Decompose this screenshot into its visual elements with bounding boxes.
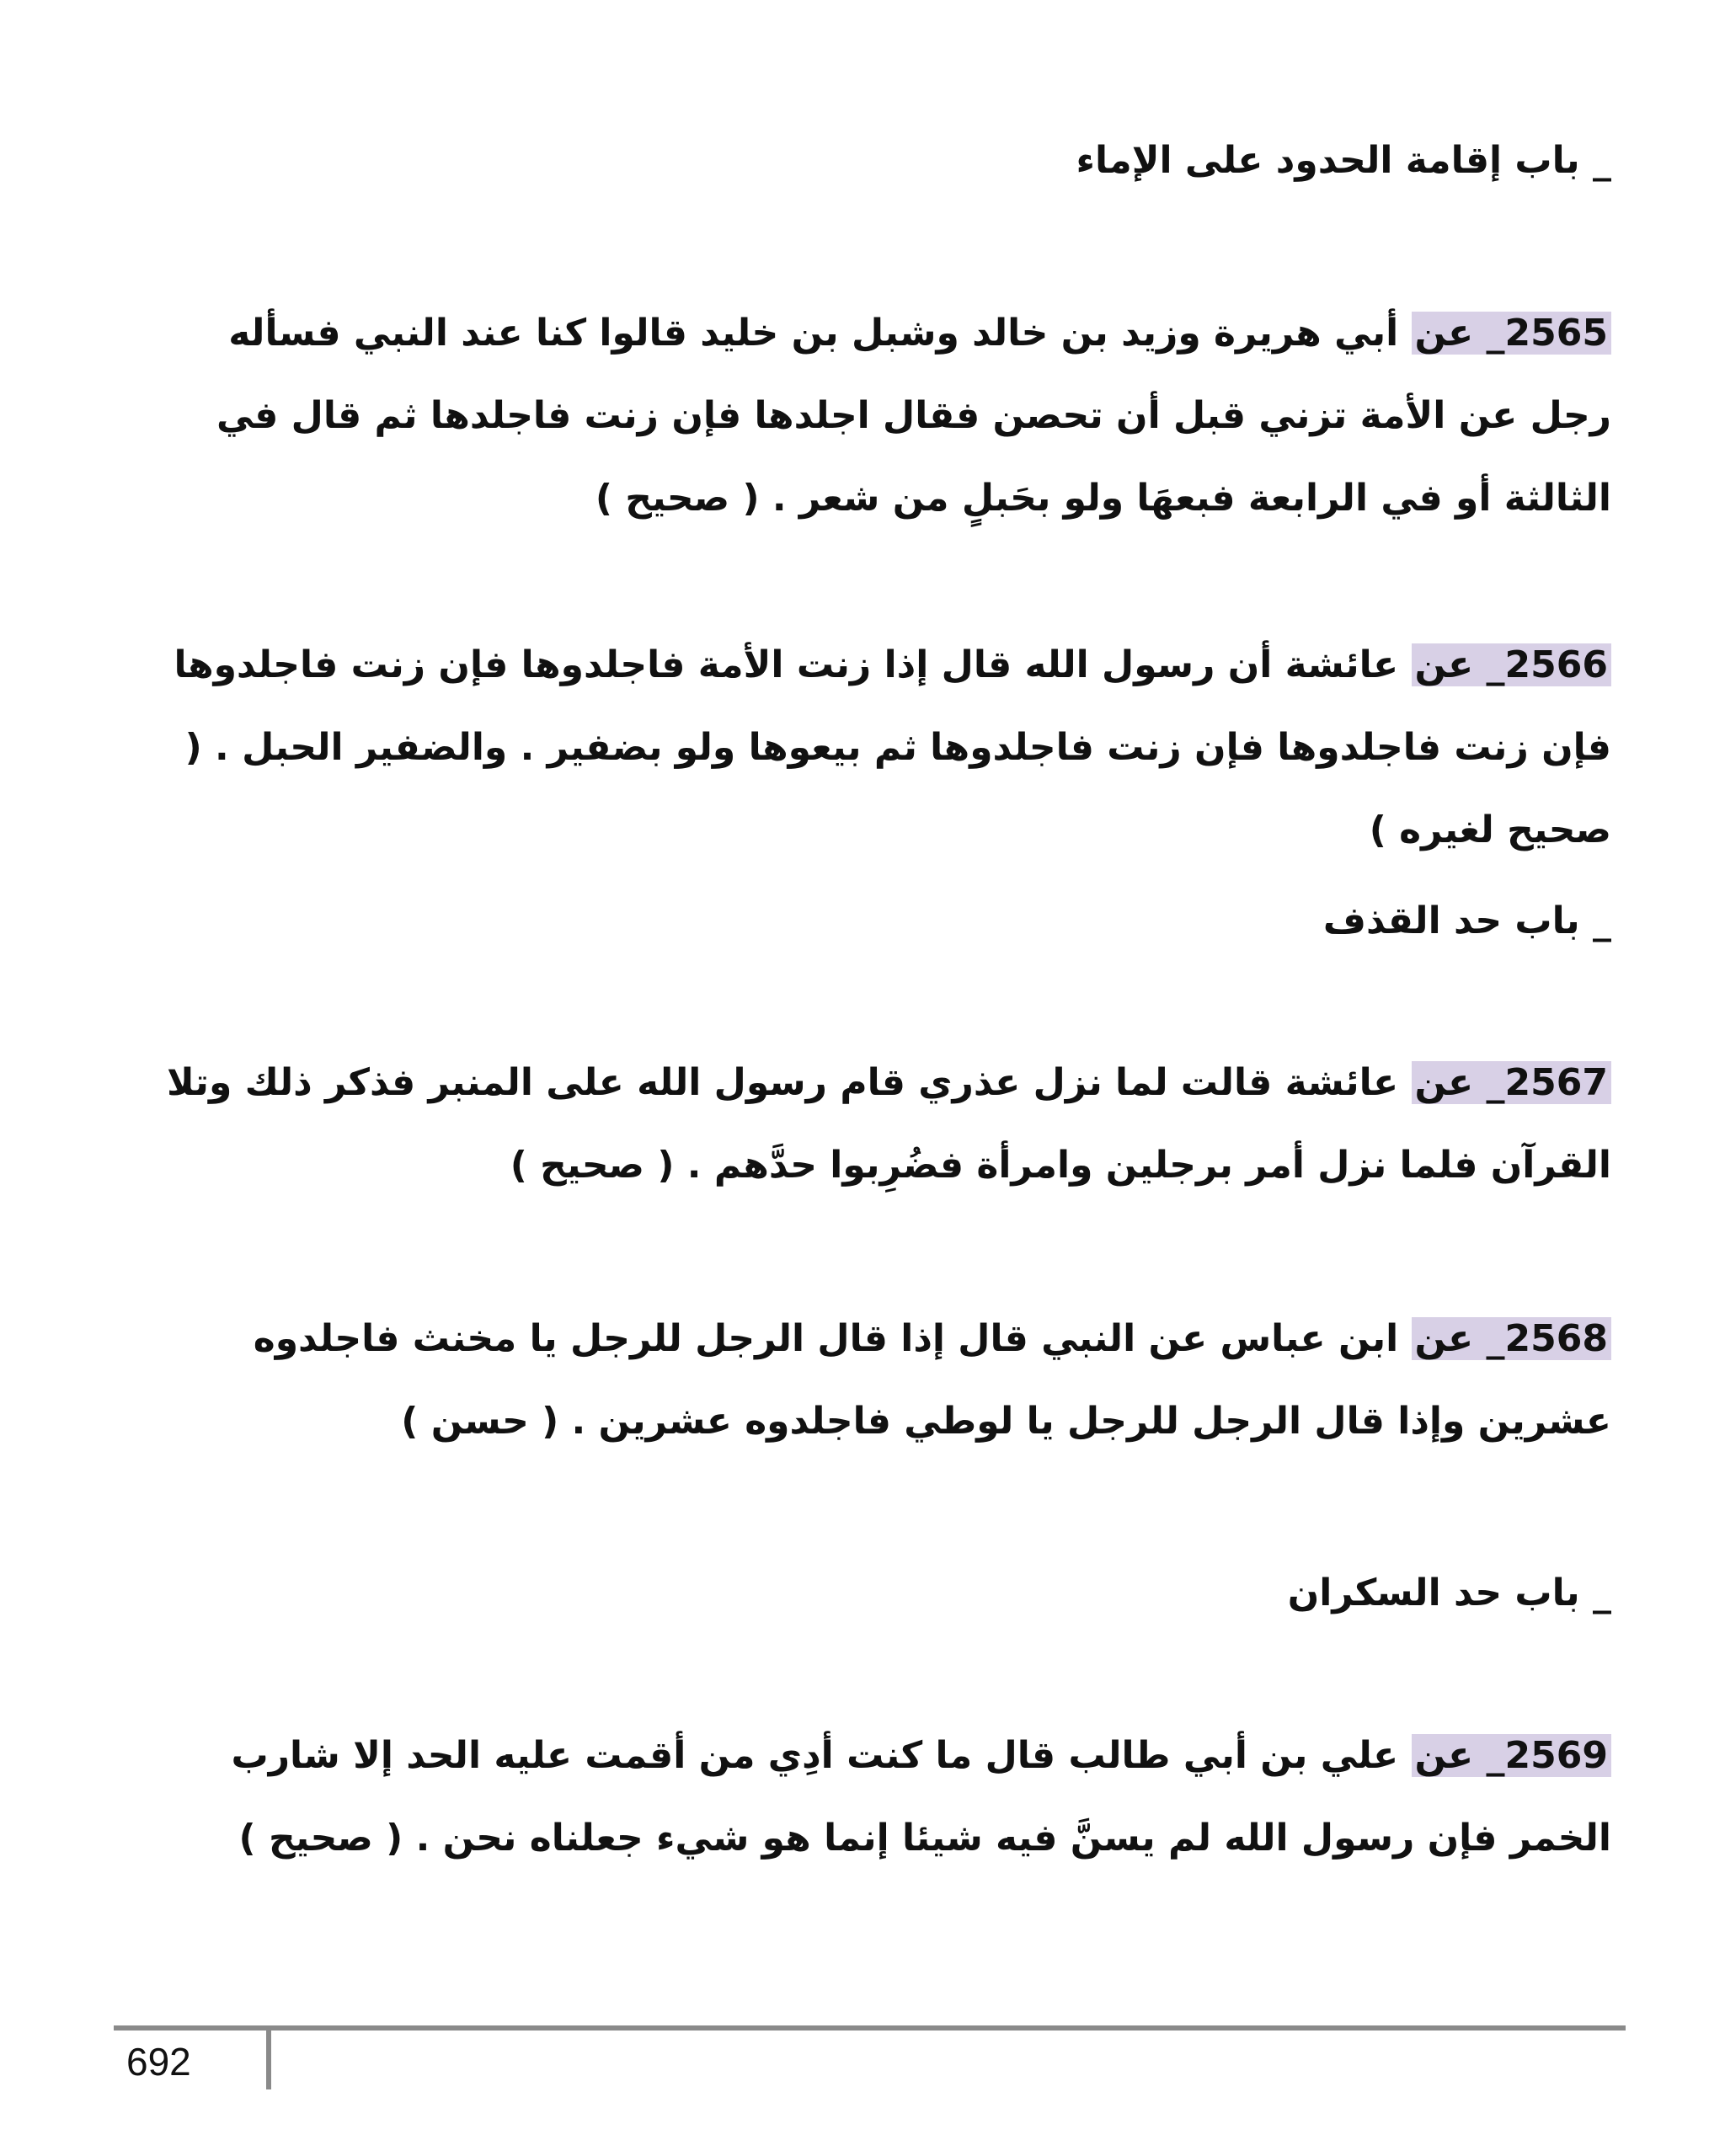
section-heading-text: _ باب إقامة الحدود على الإماء [1076,139,1611,182]
hadith-number-highlight [1412,643,1611,686]
section-heading-text: _ باب حد السكران [1287,1572,1611,1614]
footer-divider-tick [266,2025,271,2089]
section-heading-drunk [147,1552,1611,1635]
hadith-number-highlight [1412,1061,1611,1104]
hadith-2569 [147,1715,1611,1880]
hadith-number-highlight [1412,312,1611,355]
hadith-text: عائشة قالت لما نزل عذري قام رسول الله على المنبر فذكر ذلك وتلا القرآن فلما نزل أمر برجلين وامرأة فضُرِبوا حدَّهم . ( صحيح ) [167,1061,1611,1187]
section-heading-qadhf [147,880,1611,963]
hadith-separator: _ [1473,1061,1505,1104]
page-number: 692 [126,2040,191,2084]
hadith-number: 2567 [1504,1061,1608,1104]
hadith-number: 2568 [1504,1317,1608,1360]
hadith-an: عن [1414,1734,1474,1777]
hadith-separator: _ [1473,643,1505,686]
hadith-text: أبي هريرة وزيد بن خالد وشبل بن خليد قالوا كنا عند النبي فسأله رجل عن الأمة تزني قبل أن تحصن فقال اجلدها فإن زنت فاجلدها ثم قال في الثالثة أو في الرابعة فبعهَا ولو بحَبلٍ من شعر . ( صحيح ) [216,312,1611,520]
hadith-number: 2569 [1504,1734,1608,1777]
hadith-separator: _ [1473,1317,1505,1360]
hadith-text: علي بن أبي طالب قال ما كنت أدِي من أقمت عليه الحد إلا شارب الخمر فإن رسول الله لم يسنَّ فيه شيئا إنما هو شيء جعلناه نحن . ( صحيح ) [231,1734,1611,1860]
section-heading-slaves [147,120,1611,202]
hadith-separator: _ [1473,312,1505,355]
hadith-number-highlight [1412,1734,1611,1777]
hadith-number-highlight [1412,1317,1611,1360]
hadith-an: عن [1414,1061,1474,1104]
hadith-separator: _ [1473,1734,1505,1777]
hadith-text: عائشة أن رسول الله قال إذا زنت الأمة فاجلدوها فإن زنت فاجلدوها فإن زنت فاجلدوها فإن زنت فاجلدوها ثم بيعوها ولو بضفير . والضفير الحبل . ( صحيح لغيره ) [174,643,1611,851]
hadith-number: 2565 [1504,312,1608,355]
hadith-an: عن [1414,312,1474,355]
footer-rule [114,2025,1626,2031]
hadith-2565 [147,292,1611,540]
hadith-number: 2566 [1504,643,1608,686]
hadith-text: ابن عباس عن النبي قال إذا قال الرجل للرجل يا مخنث فاجلدوه عشرين وإذا قال الرجل للرجل يا لوطي فاجلدوه عشرين . ( حسن ) [253,1317,1611,1443]
hadith-2567 [147,1042,1611,1207]
hadith-an: عن [1414,643,1474,686]
hadith-an: عن [1414,1317,1474,1360]
section-heading-text: _ باب حد القذف [1322,899,1611,942]
hadith-2566 [147,624,1611,872]
hadith-2568 [147,1298,1611,1463]
